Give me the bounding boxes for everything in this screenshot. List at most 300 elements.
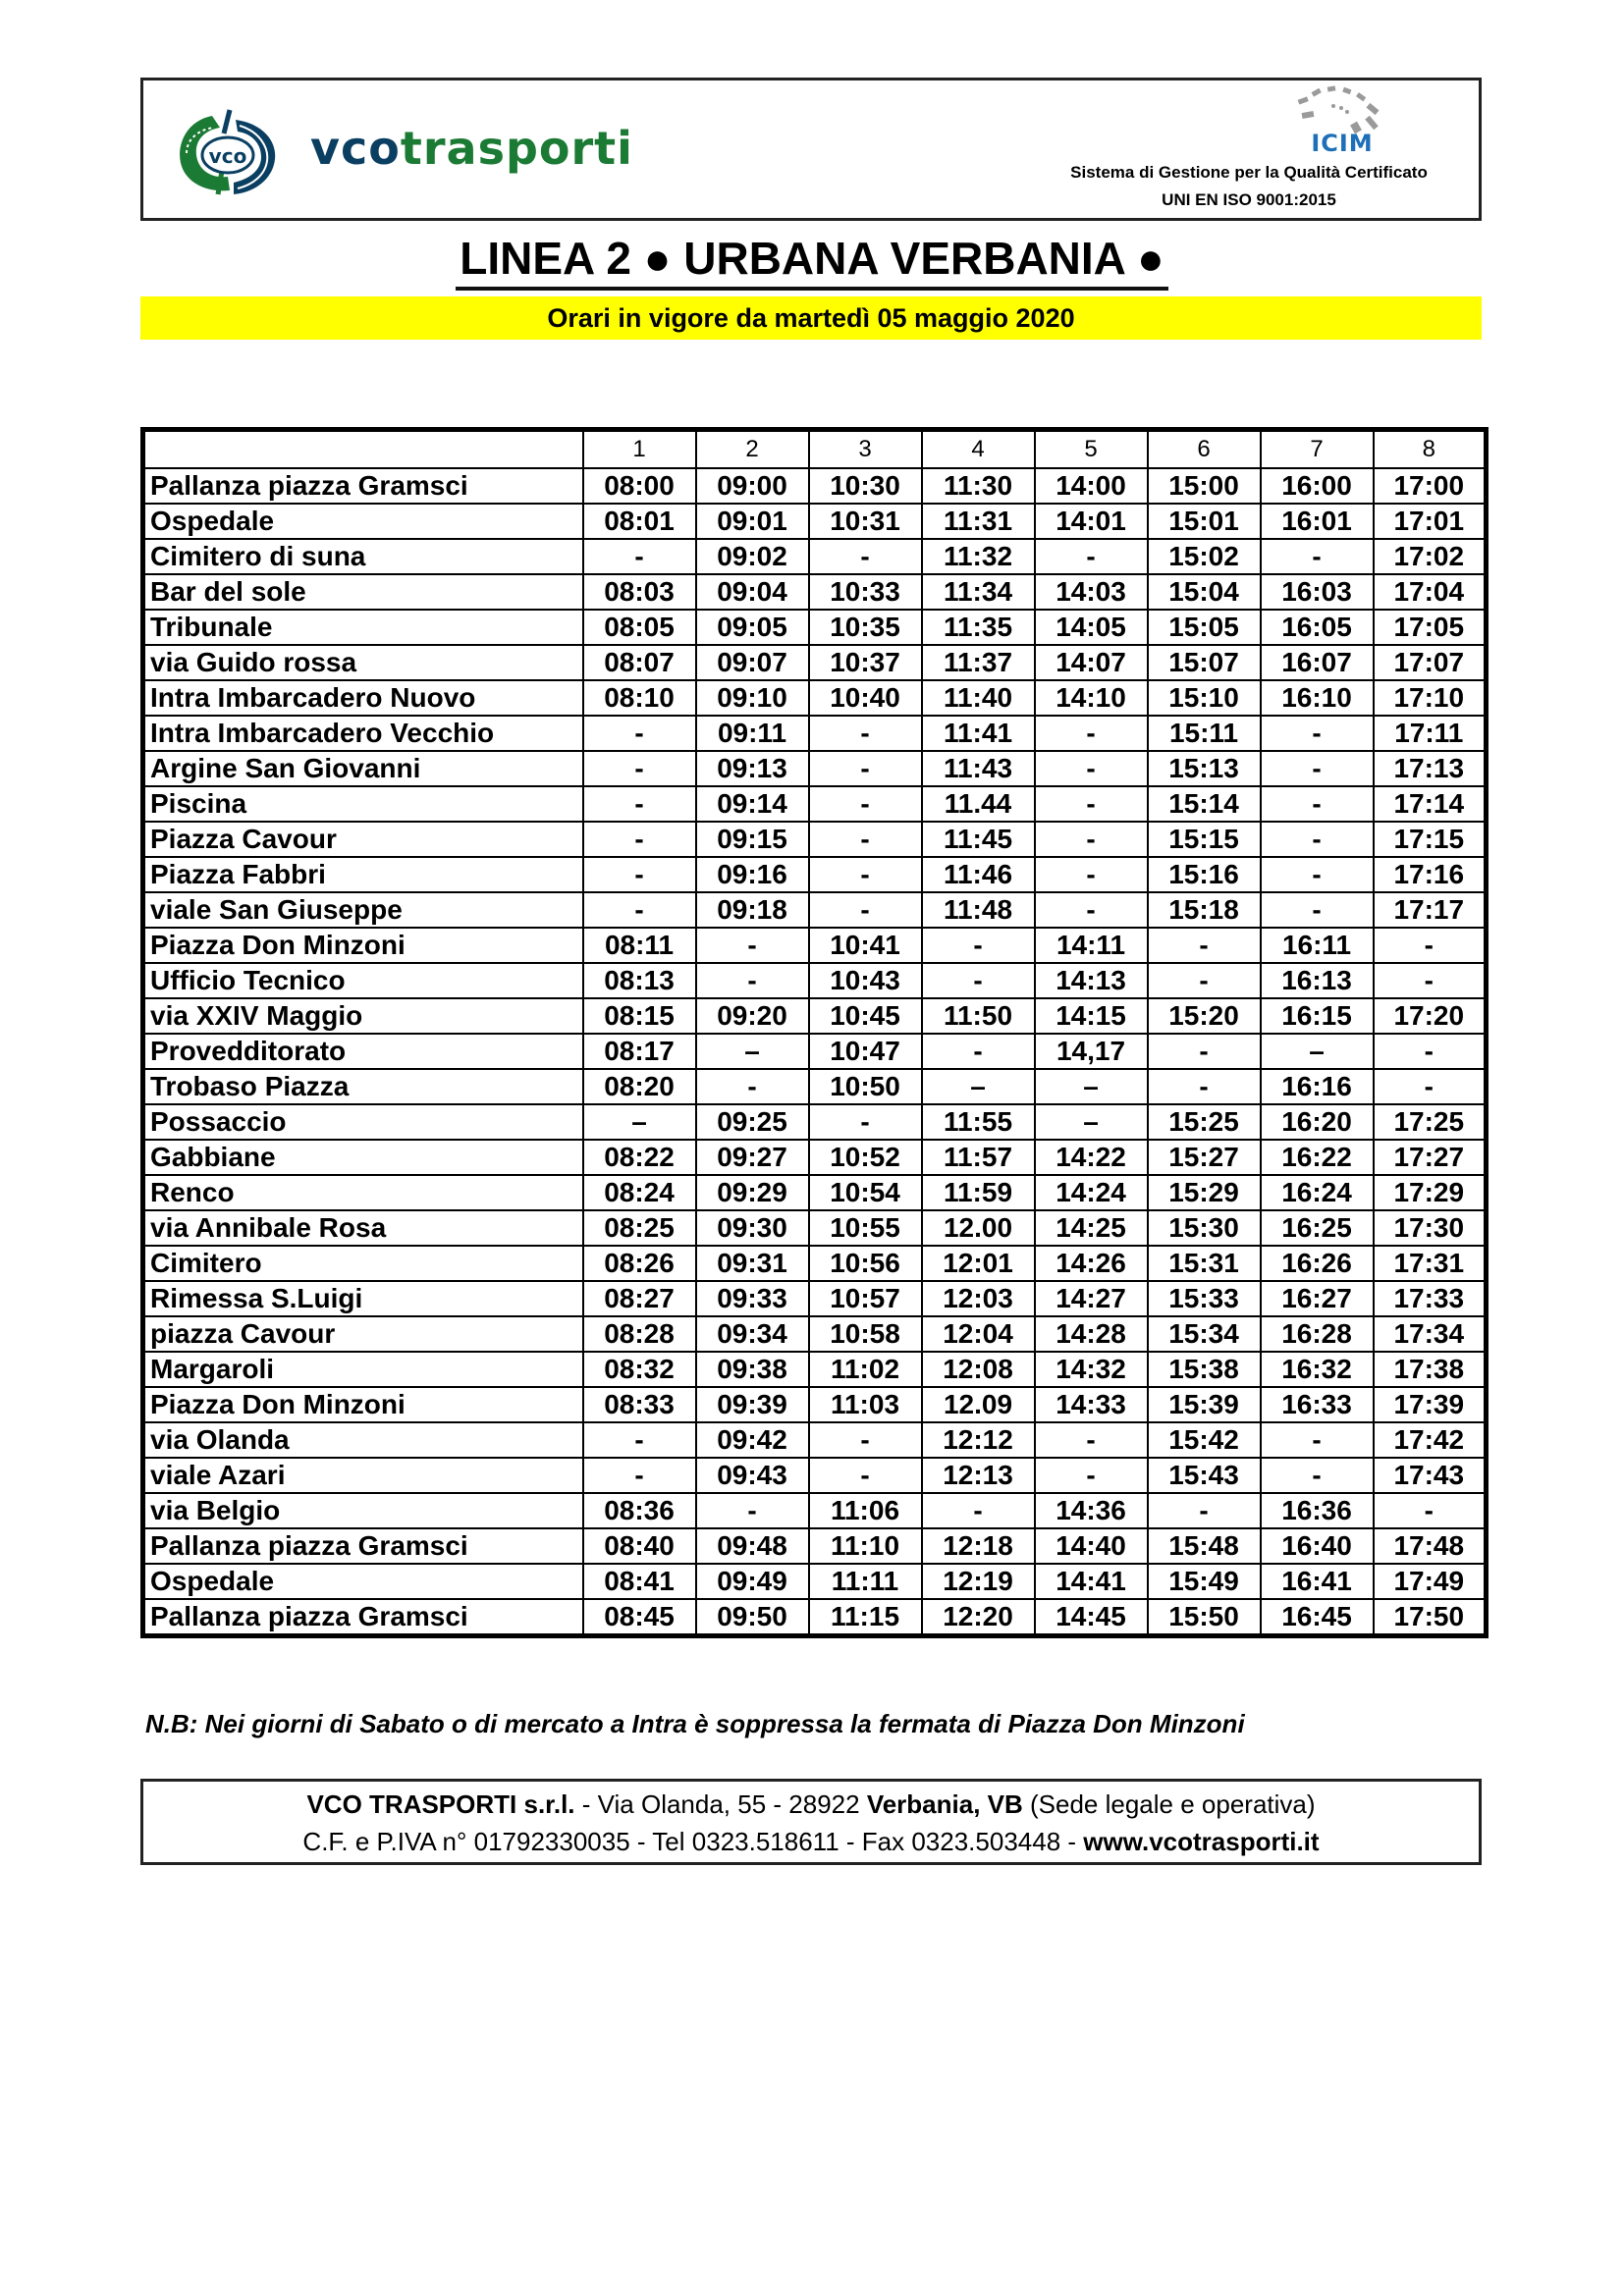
departure-time: 08:22 [583, 1140, 696, 1175]
table-row [143, 1528, 1487, 1564]
departure-time: 10:57 [809, 1281, 922, 1316]
table-row [143, 1564, 1487, 1599]
departure-time: 14:15 [1035, 998, 1148, 1034]
departure-time: - [1261, 892, 1374, 928]
departure-time: - [583, 786, 696, 822]
departure-time: 08:25 [583, 1210, 696, 1246]
departure-time: 15:34 [1148, 1316, 1261, 1352]
departure-time: 09:33 [696, 1281, 809, 1316]
logo-text-trasporti: trasporti [400, 122, 633, 175]
trip-column-header: 1 [583, 430, 696, 469]
stop-name: Ospedale [143, 1564, 583, 1599]
departure-time: - [809, 892, 922, 928]
departure-time: 09:14 [696, 786, 809, 822]
departure-time: 10:35 [809, 610, 922, 645]
departure-time: - [1261, 751, 1374, 786]
table-row [143, 468, 1487, 504]
departure-time: 08:20 [583, 1069, 696, 1104]
departure-time: - [922, 1493, 1035, 1528]
stop-name: Piscina [143, 786, 583, 822]
departure-time: 15:14 [1148, 786, 1261, 822]
departure-time: 17:50 [1374, 1599, 1487, 1636]
departure-time: 09:01 [696, 504, 809, 539]
departure-time: 09:49 [696, 1564, 809, 1599]
departure-time: 15:49 [1148, 1564, 1261, 1599]
departure-time: 17:34 [1374, 1316, 1487, 1352]
departure-time: 08:28 [583, 1316, 696, 1352]
departure-time: - [809, 716, 922, 751]
table-row [143, 574, 1487, 610]
stop-name: Intra Imbarcadero Vecchio [143, 716, 583, 751]
departure-time: - [809, 822, 922, 857]
page-title: LINEA 2 ● URBANA VERBANIA ● [456, 232, 1168, 291]
departure-time: 16:28 [1261, 1316, 1374, 1352]
departure-time: - [1035, 857, 1148, 892]
departure-time: 11:15 [809, 1599, 922, 1636]
departure-time: 15:50 [1148, 1599, 1261, 1636]
departure-time: - [1374, 963, 1487, 998]
trip-column-header: 2 [696, 430, 809, 469]
departure-time: 15:42 [1148, 1422, 1261, 1458]
table-row [143, 539, 1487, 574]
stop-name: Bar del sole [143, 574, 583, 610]
table-row [143, 963, 1487, 998]
timetable-header-row [143, 430, 1487, 469]
departure-time: 17:43 [1374, 1458, 1487, 1493]
table-row [143, 786, 1487, 822]
stop-name: Ospedale [143, 504, 583, 539]
departure-time: 16:24 [1261, 1175, 1374, 1210]
departure-time: 09:13 [696, 751, 809, 786]
departure-time: 10:41 [809, 928, 922, 963]
departure-time: - [809, 786, 922, 822]
departure-time: 12:20 [922, 1599, 1035, 1636]
trip-column-header: 7 [1261, 430, 1374, 469]
departure-time: 15:48 [1148, 1528, 1261, 1564]
departure-time: - [922, 1034, 1035, 1069]
table-row [143, 680, 1487, 716]
departure-time: 09:20 [696, 998, 809, 1034]
stop-name: Pallanza piazza Gramsci [143, 1528, 583, 1564]
departure-time: 12:13 [922, 1458, 1035, 1493]
departure-time: 17:31 [1374, 1246, 1487, 1281]
departure-time: 16:10 [1261, 680, 1374, 716]
departure-time: 15:39 [1148, 1387, 1261, 1422]
departure-time: 17:11 [1374, 716, 1487, 751]
departure-time: 15:15 [1148, 822, 1261, 857]
departure-time: 09:07 [696, 645, 809, 680]
departure-time: 09:04 [696, 574, 809, 610]
logo-text-vco: vco [310, 122, 401, 175]
departure-time: 17:33 [1374, 1281, 1487, 1316]
departure-time: 17:13 [1374, 751, 1487, 786]
departure-time: 16:13 [1261, 963, 1374, 998]
table-row [143, 1281, 1487, 1316]
departure-time: - [1035, 539, 1148, 574]
validity-banner: Orari in vigore da martedì 05 maggio 2020 [140, 296, 1482, 340]
stop-name: Piazza Fabbri [143, 857, 583, 892]
departure-time: 15:10 [1148, 680, 1261, 716]
footer-address-line [143, 1789, 1479, 1820]
departure-time: 14:33 [1035, 1387, 1148, 1422]
stop-name: piazza Cavour [143, 1316, 583, 1352]
certification-block [1033, 80, 1465, 218]
departure-time: 10:54 [809, 1175, 922, 1210]
vcotrasporti-logo [173, 108, 762, 196]
departure-time: 09:39 [696, 1387, 809, 1422]
departure-time: 15:29 [1148, 1175, 1261, 1210]
stop-name: Trobaso Piazza [143, 1069, 583, 1104]
table-row [143, 1140, 1487, 1175]
departure-time: - [1148, 1493, 1261, 1528]
departure-time: 09:34 [696, 1316, 809, 1352]
departure-time: 17:02 [1374, 539, 1487, 574]
departure-time: 08:45 [583, 1599, 696, 1636]
departure-time: 09:00 [696, 468, 809, 504]
trip-column-header: 3 [809, 430, 922, 469]
departure-time: 10:56 [809, 1246, 922, 1281]
company-fiscal-contacts: C.F. e P.IVA n° 01792330035 - Tel 0323.518611 - Fax 0323.503448 - [302, 1827, 1084, 1856]
table-row [143, 857, 1487, 892]
departure-time: – [922, 1069, 1035, 1104]
departure-time: 14:45 [1035, 1599, 1148, 1636]
trip-column-header: 6 [1148, 430, 1261, 469]
departure-time: - [1261, 1422, 1374, 1458]
departure-time: 15:07 [1148, 645, 1261, 680]
departure-time: 17:17 [1374, 892, 1487, 928]
departure-time: - [583, 892, 696, 928]
departure-time: - [1261, 786, 1374, 822]
table-row [143, 1034, 1487, 1069]
stop-name: via Olanda [143, 1422, 583, 1458]
departure-time: 17:15 [1374, 822, 1487, 857]
cert-standard: UNI EN ISO 9001:2015 [1162, 190, 1336, 209]
departure-time: 14:01 [1035, 504, 1148, 539]
table-row [143, 1175, 1487, 1210]
stop-name: Cimitero di suna [143, 539, 583, 574]
departure-time: 11.44 [922, 786, 1035, 822]
table-row [143, 1210, 1487, 1246]
departure-time: 08:40 [583, 1528, 696, 1564]
departure-time: 17:39 [1374, 1387, 1487, 1422]
departure-time: 09:29 [696, 1175, 809, 1210]
departure-time: 12:08 [922, 1352, 1035, 1387]
departure-time: 16:45 [1261, 1599, 1374, 1636]
table-row [143, 1387, 1487, 1422]
departure-time: 11:40 [922, 680, 1035, 716]
departure-time: 16:00 [1261, 468, 1374, 504]
departure-time: 12:18 [922, 1528, 1035, 1564]
departure-time: 17:01 [1374, 504, 1487, 539]
departure-time: 08:10 [583, 680, 696, 716]
departure-time: 14:41 [1035, 1564, 1148, 1599]
departure-time: 14:36 [1035, 1493, 1148, 1528]
departure-time: 08:41 [583, 1564, 696, 1599]
departure-time: - [1261, 822, 1374, 857]
stop-name: Intra Imbarcadero Nuovo [143, 680, 583, 716]
departure-time: 17:38 [1374, 1352, 1487, 1387]
table-row [143, 1352, 1487, 1387]
departure-time: 16:33 [1261, 1387, 1374, 1422]
departure-time: - [1374, 1069, 1487, 1104]
departure-time: 11:50 [922, 998, 1035, 1034]
table-row [143, 1316, 1487, 1352]
departure-time: 08:01 [583, 504, 696, 539]
departure-time: 11:02 [809, 1352, 922, 1387]
departure-time: - [696, 928, 809, 963]
departure-time: 17:20 [1374, 998, 1487, 1034]
logo-wordmark [310, 122, 633, 175]
departure-time: 17:48 [1374, 1528, 1487, 1564]
departure-time: - [583, 751, 696, 786]
departure-time: 17:04 [1374, 574, 1487, 610]
departure-time: - [1148, 1034, 1261, 1069]
departure-time: 14:03 [1035, 574, 1148, 610]
departure-time: 15:01 [1148, 504, 1261, 539]
departure-time: 16:36 [1261, 1493, 1374, 1528]
departure-time: 10:45 [809, 998, 922, 1034]
departure-time: 14,17 [1035, 1034, 1148, 1069]
departure-time: 14:40 [1035, 1528, 1148, 1564]
stop-name: Renco [143, 1175, 583, 1210]
departure-time: 16:01 [1261, 504, 1374, 539]
departure-time: 12.09 [922, 1387, 1035, 1422]
company-footer [140, 1779, 1482, 1865]
departure-time: 15:16 [1148, 857, 1261, 892]
departure-time: 15:13 [1148, 751, 1261, 786]
stop-name: Piazza Don Minzoni [143, 928, 583, 963]
departure-time: 17:16 [1374, 857, 1487, 892]
departure-time: 11:11 [809, 1564, 922, 1599]
departure-time: - [1374, 1493, 1487, 1528]
departure-time: 09:05 [696, 610, 809, 645]
departure-time: 16:16 [1261, 1069, 1374, 1104]
departure-time: 15:30 [1148, 1210, 1261, 1246]
company-website-link[interactable]: www.vcotrasporti.it [1083, 1827, 1320, 1856]
departure-time: 17:14 [1374, 786, 1487, 822]
departure-time: 14:26 [1035, 1246, 1148, 1281]
departure-time: 08:27 [583, 1281, 696, 1316]
departure-time: - [1261, 539, 1374, 574]
departure-time: 10:43 [809, 963, 922, 998]
departure-time: 08:13 [583, 963, 696, 998]
stop-name: Possaccio [143, 1104, 583, 1140]
departure-time: 11:03 [809, 1387, 922, 1422]
stop-name: Ufficio Tecnico [143, 963, 583, 998]
departure-time: 09:42 [696, 1422, 809, 1458]
stop-name: via Annibale Rosa [143, 1210, 583, 1246]
departure-time: 08:05 [583, 610, 696, 645]
departure-time: 09:25 [696, 1104, 809, 1140]
departure-time: 12:04 [922, 1316, 1035, 1352]
departure-time: 08:03 [583, 574, 696, 610]
departure-time: 10:30 [809, 468, 922, 504]
departure-time: - [1035, 1458, 1148, 1493]
departure-time: - [1035, 786, 1148, 822]
departure-time: 10:55 [809, 1210, 922, 1246]
departure-time: 14:10 [1035, 680, 1148, 716]
departure-time: – [1261, 1034, 1374, 1069]
departure-time: 11:10 [809, 1528, 922, 1564]
company-city: Verbania, VB [866, 1789, 1023, 1819]
table-row [143, 504, 1487, 539]
departure-time: 17:49 [1374, 1564, 1487, 1599]
departure-time: 08:11 [583, 928, 696, 963]
table-row [143, 610, 1487, 645]
departure-time: - [1035, 822, 1148, 857]
departure-time: 10:40 [809, 680, 922, 716]
departure-time: 15:02 [1148, 539, 1261, 574]
departure-time: 15:31 [1148, 1246, 1261, 1281]
departure-time: 10:52 [809, 1140, 922, 1175]
stop-name: viale San Giuseppe [143, 892, 583, 928]
departure-time: 11:32 [922, 539, 1035, 574]
departure-time: 14:13 [1035, 963, 1148, 998]
company-name: VCO TRASPORTI s.r.l. [306, 1789, 575, 1819]
departure-time: 10:31 [809, 504, 922, 539]
departure-time: 09:02 [696, 539, 809, 574]
icim-logo-text: ICIM [1311, 130, 1374, 157]
departure-time: 14:28 [1035, 1316, 1148, 1352]
departure-time: 10:58 [809, 1316, 922, 1352]
departure-time: 08:33 [583, 1387, 696, 1422]
departure-time: 08:24 [583, 1175, 696, 1210]
departure-time: 11:35 [922, 610, 1035, 645]
departure-time: 12.00 [922, 1210, 1035, 1246]
departure-time: 09:15 [696, 822, 809, 857]
departure-time: 14:07 [1035, 645, 1148, 680]
departure-time: 11:30 [922, 468, 1035, 504]
departure-time: - [809, 1104, 922, 1140]
departure-time: 14:22 [1035, 1140, 1148, 1175]
departure-time: 16:15 [1261, 998, 1374, 1034]
departure-time: 16:40 [1261, 1528, 1374, 1564]
departure-time: 09:27 [696, 1140, 809, 1175]
departure-time: 08:32 [583, 1352, 696, 1387]
timetable-body [143, 468, 1487, 1636]
departure-time: 15:25 [1148, 1104, 1261, 1140]
table-row [143, 1069, 1487, 1104]
vco-emblem-icon [173, 108, 300, 196]
departure-time: 11:55 [922, 1104, 1035, 1140]
departure-time: 15:38 [1148, 1352, 1261, 1387]
departure-time: 14:32 [1035, 1352, 1148, 1387]
departure-time: 09:10 [696, 680, 809, 716]
departure-time: 15:11 [1148, 716, 1261, 751]
departure-time: 16:27 [1261, 1281, 1374, 1316]
departure-time: 16:25 [1261, 1210, 1374, 1246]
departure-time: 11:59 [922, 1175, 1035, 1210]
departure-time: 11:06 [809, 1493, 922, 1528]
departure-time: 16:05 [1261, 610, 1374, 645]
logo-badge-text: vco [208, 144, 247, 168]
departure-time: 09:43 [696, 1458, 809, 1493]
departure-time: 16:03 [1261, 574, 1374, 610]
departure-time: 15:33 [1148, 1281, 1261, 1316]
trip-column-header: 5 [1035, 430, 1148, 469]
departure-time: - [696, 1493, 809, 1528]
departure-time: 17:00 [1374, 468, 1487, 504]
departure-time: 11:34 [922, 574, 1035, 610]
timetable [140, 427, 1489, 1638]
table-row [143, 751, 1487, 786]
departure-time: 10:50 [809, 1069, 922, 1104]
departure-time: 16:41 [1261, 1564, 1374, 1599]
departure-time: 12:19 [922, 1564, 1035, 1599]
departure-time: 17:42 [1374, 1422, 1487, 1458]
trip-column-header: 4 [922, 430, 1035, 469]
stop-name: Piazza Cavour [143, 822, 583, 857]
departure-time: 16:07 [1261, 645, 1374, 680]
departure-time: 14:27 [1035, 1281, 1148, 1316]
departure-time: 15:27 [1148, 1140, 1261, 1175]
departure-time: 15:20 [1148, 998, 1261, 1034]
stop-name: Rimessa S.Luigi [143, 1281, 583, 1316]
header-box [140, 78, 1482, 221]
departure-time: - [809, 1458, 922, 1493]
departure-time: – [583, 1104, 696, 1140]
departure-time: 15:00 [1148, 468, 1261, 504]
company-address: - Via Olanda, 55 - 28922 [574, 1789, 867, 1819]
departure-time: 12:12 [922, 1422, 1035, 1458]
stop-name: viale Azari [143, 1458, 583, 1493]
departure-time: 11:45 [922, 822, 1035, 857]
departure-time: 16:26 [1261, 1246, 1374, 1281]
table-row [143, 1458, 1487, 1493]
stop-name: via Belgio [143, 1493, 583, 1528]
departure-time: 09:38 [696, 1352, 809, 1387]
departure-time: - [1035, 892, 1148, 928]
departure-time: 15:18 [1148, 892, 1261, 928]
departure-time: 17:07 [1374, 645, 1487, 680]
departure-time: - [583, 822, 696, 857]
stop-name: Pallanza piazza Gramsci [143, 468, 583, 504]
departure-time: 11:43 [922, 751, 1035, 786]
departure-time: 17:25 [1374, 1104, 1487, 1140]
footer-contact-line [143, 1827, 1479, 1857]
departure-time: 09:18 [696, 892, 809, 928]
departure-time: 11:41 [922, 716, 1035, 751]
table-row [143, 1422, 1487, 1458]
table-row [143, 1599, 1487, 1636]
departure-time: - [583, 1422, 696, 1458]
departure-time: - [1374, 1034, 1487, 1069]
table-row [143, 928, 1487, 963]
departure-time: 09:16 [696, 857, 809, 892]
stop-name: Piazza Don Minzoni [143, 1387, 583, 1422]
departure-time: 11:31 [922, 504, 1035, 539]
departure-time: - [1261, 857, 1374, 892]
departure-time: - [1261, 1458, 1374, 1493]
departure-time: 11:57 [922, 1140, 1035, 1175]
departure-time: - [1035, 716, 1148, 751]
departure-time: 11:37 [922, 645, 1035, 680]
departure-time: - [696, 963, 809, 998]
departure-time: 08:17 [583, 1034, 696, 1069]
trip-column-header: 8 [1374, 430, 1487, 469]
stop-name: via Guido rossa [143, 645, 583, 680]
table-row [143, 1246, 1487, 1281]
departure-time: - [1148, 963, 1261, 998]
departure-time: - [583, 539, 696, 574]
departure-time: 08:36 [583, 1493, 696, 1528]
departure-time: 17:10 [1374, 680, 1487, 716]
departure-time: 10:47 [809, 1034, 922, 1069]
departure-time: - [1374, 928, 1487, 963]
departure-time: 14:24 [1035, 1175, 1148, 1210]
departure-time: - [809, 857, 922, 892]
departure-time: - [696, 1069, 809, 1104]
